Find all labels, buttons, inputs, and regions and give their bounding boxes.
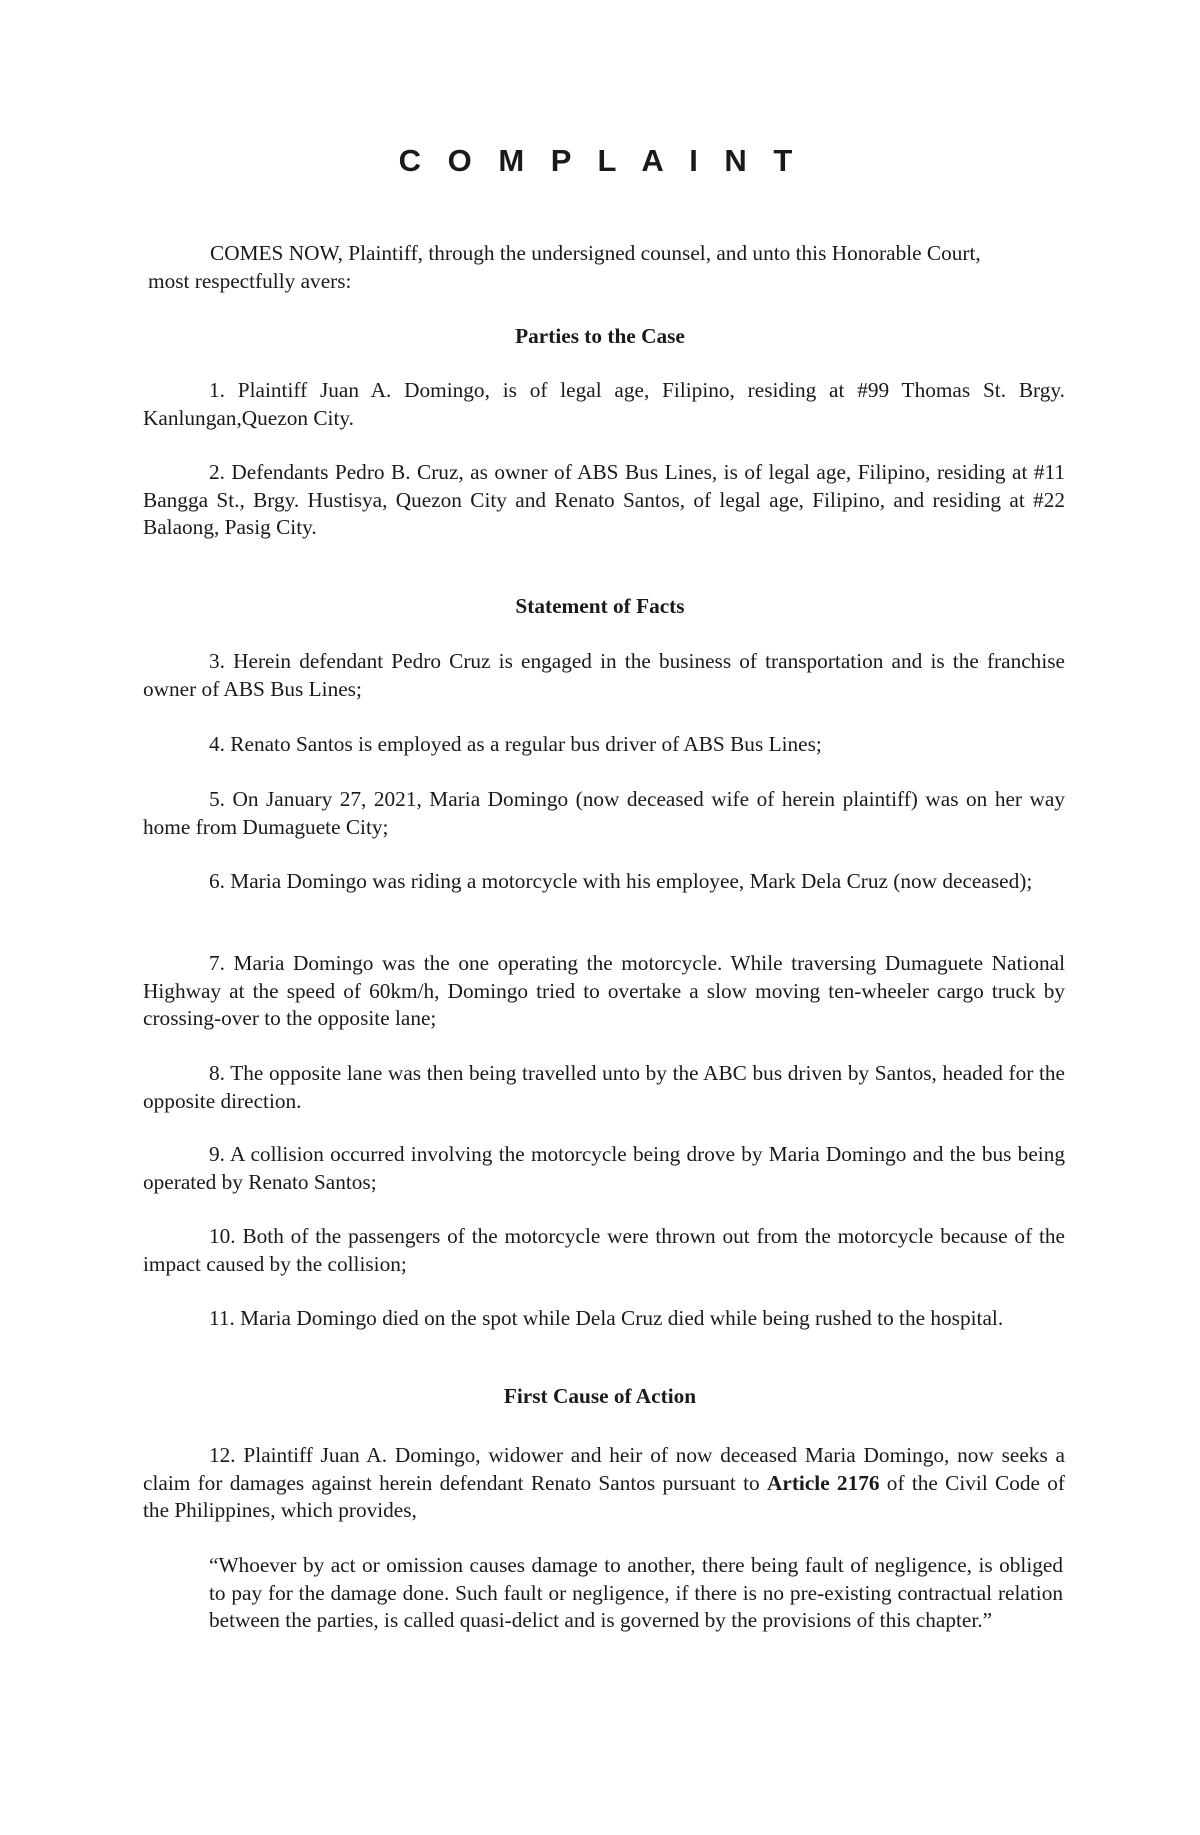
paragraph-9: 9. A collision occurred involving the motorcycle being drove by Maria Domingo and the bus being operated by Renato Santos; xyxy=(143,1142,1065,1194)
paragraph-1: 1. Plaintiff Juan A. Domingo, is of legal age, Filipino, residing at #99 Thomas St. Brgy. Kanlungan,Quezon City. xyxy=(143,378,1065,430)
paragraph-6: 6. Maria Domingo was riding a motorcycle with his employee, Mark Dela Cruz (now deceased); xyxy=(209,869,1033,893)
paragraph-4: 4. Renato Santos is employed as a regular bus driver of ABS Bus Lines; xyxy=(209,732,822,756)
paragraph-12-text-start: 12. Plaintiff Juan A. Domingo, widower and heir of now deceased Maria Domingo, now seeks a claim for damages against herein defendant Renato Santos pursuant to xyxy=(143,1443,1065,1495)
intro-line-1: COMES NOW, Plaintiff, through the undersigned counsel, and unto this Honorable Court, xyxy=(210,241,981,265)
paragraph-8: 8. The opposite lane was then being travelled unto by the ABC bus driven by Santos, headed for the opposite direction. xyxy=(143,1061,1065,1113)
document-title: C O M P L A I N T xyxy=(398,143,802,178)
paragraph-12-text-end: of the Civil Code of the Philippines, which provides, xyxy=(143,1470,1065,1523)
paragraph-3: 3. Herein defendant Pedro Cruz is engaged in the business of transportation and is the franchise owner of ABS Bus Lines; xyxy=(143,649,1065,701)
article-reference: Article 2176 xyxy=(766,1470,880,1495)
paragraph-5: 5. On January 27, 2021, Maria Domingo (now deceased wife of herein plaintiff) was on her way home from Dumaguete City; xyxy=(143,787,1065,839)
paragraph-12 xyxy=(143,1442,1065,1525)
paragraph-2: 2. Defendants Pedro B. Cruz, as owner of ABS Bus Lines, is of legal age, Filipino, residing at #11 Bangga St., Brgy. Hustisya, Quezon City and Renato Santos, of legal age, Filipino, and residing at #22 Balaong, Pasig City. xyxy=(143,460,1065,540)
paragraph-10: 10. Both of the passengers of the motorcycle were thrown out from the motorcycle because of the impact caused by the collision; xyxy=(143,1224,1065,1276)
intro-line-2: most respectfully avers: xyxy=(148,268,352,293)
heading-parties: Parties to the Case xyxy=(515,324,685,348)
paragraph-7: 7. Maria Domingo was the one operating the motorcycle. While traversing Dumaguete National Highway at the speed of 60km/h, Domingo tried to overtake a slow moving ten-wheeler cargo truck by crossing-over to the opposite lane; xyxy=(143,951,1065,1031)
paragraph-11: 11. Maria Domingo died on the spot while Dela Cruz died while being rushed to the hospital. xyxy=(209,1306,1004,1330)
heading-first-cause-of-action: First Cause of Action xyxy=(503,1384,697,1408)
intro-paragraph xyxy=(148,240,1065,295)
heading-statement-of-facts: Statement of Facts xyxy=(515,594,685,618)
article-quote: “Whoever by act or omission causes damage to another, there being fault of negligence, is obliged to pay for the damage done. Such fault or negligence, if there is no pre-existing contractual relation between the parties, is called quasi-delict and is governed by the provisions of this chapter.” xyxy=(209,1553,1063,1633)
